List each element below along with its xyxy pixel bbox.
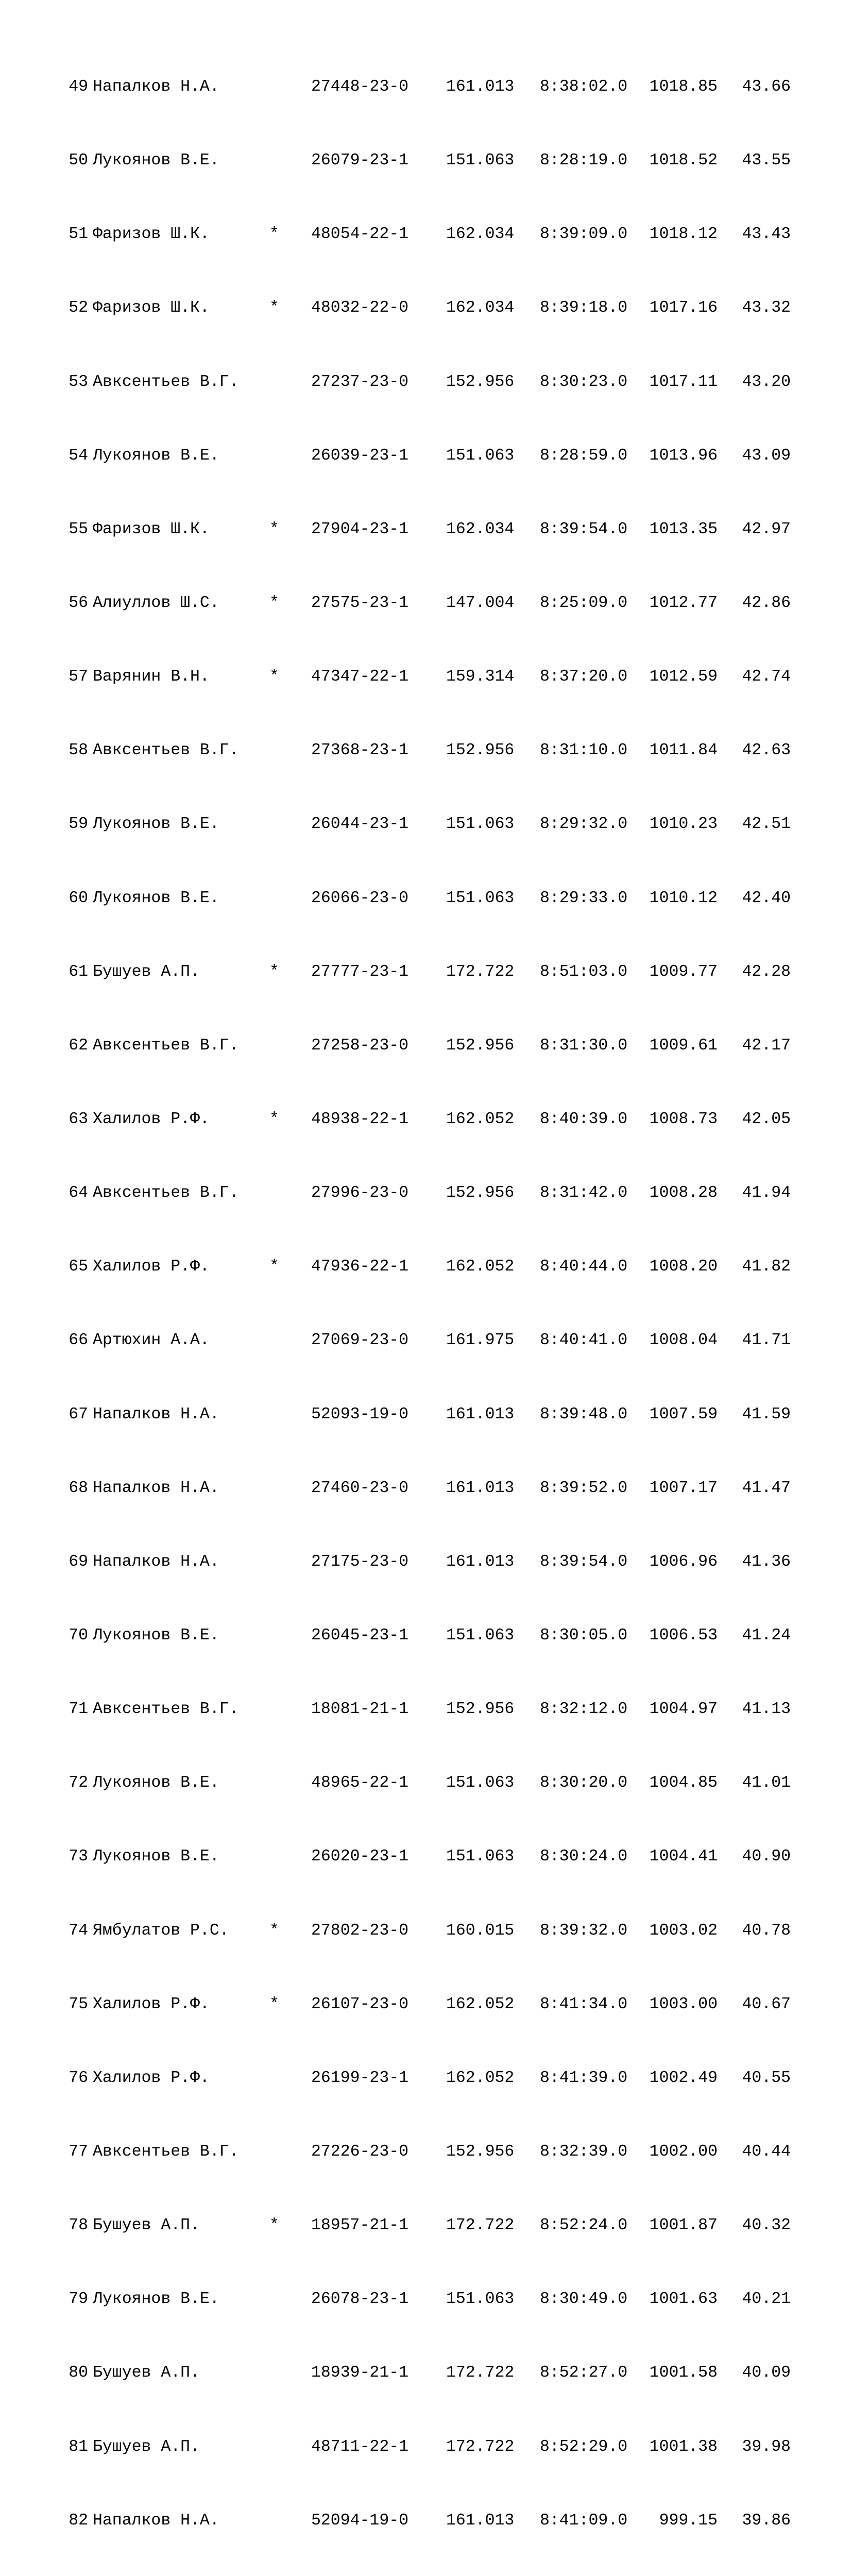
place-number: 78: [69, 2216, 88, 2235]
fancier-name: Халилов Р.Ф.: [93, 1995, 210, 2013]
fancier-name: Бушуев А.П.: [93, 962, 200, 981]
place-number: 56: [69, 594, 88, 612]
result-row: [51, 1626, 793, 1646]
result-row: [51, 1183, 793, 1203]
arrival-time: 8:38:02.0: [540, 78, 628, 96]
result-row: [51, 1479, 793, 1498]
coefficient-value: 40.21: [742, 2290, 791, 2309]
arrival-time: 8:30:23.0: [540, 372, 628, 391]
place-number: 81: [69, 2437, 88, 2456]
distance-value: 161.013: [446, 1405, 515, 1423]
speed-value: 1017.11: [649, 372, 718, 391]
arrival-time: 8:32:12.0: [540, 1700, 628, 1719]
distance-value: 151.063: [446, 889, 515, 907]
speed-value: 1008.28: [649, 1184, 718, 1202]
arrival-time: 8:30:24.0: [540, 1848, 628, 1866]
place-number: 66: [69, 1331, 88, 1350]
speed-value: 1011.84: [649, 741, 718, 760]
speed-value: 1013.35: [649, 520, 718, 538]
result-row: [51, 594, 793, 613]
ring-number: 26078-23-1: [311, 2290, 409, 2309]
result-row: [51, 2142, 793, 2162]
coefficient-value: 42.86: [742, 594, 791, 612]
arrival-time: 8:39:52.0: [540, 1479, 628, 1497]
ring-number: 27802-23-0: [311, 1921, 409, 1940]
speed-value: 1004.41: [649, 1848, 718, 1866]
fancier-name: Лукоянов В.Е.: [93, 151, 219, 170]
fancier-name: Авксентьев В.Г.: [93, 1700, 239, 1719]
distance-value: 162.034: [446, 225, 515, 244]
place-number: 73: [69, 1848, 88, 1866]
distance-value: 161.013: [446, 78, 515, 96]
fancier-name: Артюхин А.А.: [93, 1331, 210, 1350]
arrival-time: 8:51:03.0: [540, 962, 628, 981]
ring-number: 27069-23-0: [311, 1331, 409, 1350]
speed-value: 1004.97: [649, 1700, 718, 1719]
ring-number: 27904-23-1: [311, 520, 409, 538]
speed-value: 1018.52: [649, 151, 718, 170]
ring-number: 52093-19-0: [311, 1405, 409, 1423]
coefficient-value: 41.01: [742, 1774, 791, 1792]
coefficient-value: 42.97: [742, 520, 791, 538]
arrival-time: 8:39:48.0: [540, 1405, 628, 1423]
fancier-name: Авксентьев В.Г.: [93, 1036, 239, 1055]
speed-value: 1007.59: [649, 1405, 718, 1423]
distance-value: 151.063: [446, 1626, 515, 1645]
arrival-time: 8:41:09.0: [540, 2511, 628, 2530]
speed-value: 1003.02: [649, 1921, 718, 1940]
ring-number: 26020-23-1: [311, 1848, 409, 1866]
coefficient-value: 43.20: [742, 372, 791, 391]
fancier-name: Халилов Р.Ф.: [93, 1110, 210, 1128]
distance-value: 151.063: [446, 1774, 515, 1792]
speed-value: 1001.38: [649, 2437, 718, 2456]
place-number: 51: [69, 225, 88, 244]
arrival-time: 8:40:44.0: [540, 1258, 628, 1276]
speed-value: 1009.61: [649, 1036, 718, 1055]
ring-number: 48938-22-1: [311, 1110, 409, 1128]
speed-value: 1009.77: [649, 962, 718, 981]
place-number: 50: [69, 151, 88, 170]
arrival-time: 8:39:32.0: [540, 1921, 628, 1940]
result-row: [51, 2290, 793, 2309]
ring-number: 27237-23-0: [311, 372, 409, 391]
fancier-name: Лукоянов В.Е.: [93, 1848, 219, 1866]
distance-value: 172.722: [446, 2216, 515, 2235]
speed-value: 1010.12: [649, 889, 718, 907]
place-number: 71: [69, 1700, 88, 1719]
ring-number: 26045-23-1: [311, 1626, 409, 1645]
distance-value: 151.063: [446, 815, 515, 834]
ring-number: 48054-22-1: [311, 225, 409, 244]
place-number: 58: [69, 741, 88, 760]
coefficient-value: 40.78: [742, 1921, 791, 1940]
speed-value: 1018.12: [649, 225, 718, 244]
coefficient-value: 41.13: [742, 1700, 791, 1719]
arrival-time: 8:30:49.0: [540, 2290, 628, 2309]
distance-value: 162.052: [446, 2069, 515, 2087]
result-row: [51, 446, 793, 466]
ring-number: 26066-23-0: [311, 889, 409, 907]
fancier-name: Авксентьев В.Г.: [93, 372, 239, 391]
place-number: 64: [69, 1184, 88, 1202]
speed-value: 1006.53: [649, 1626, 718, 1645]
result-row: [51, 520, 793, 539]
place-number: 49: [69, 78, 88, 96]
result-row: [51, 1847, 793, 1867]
distance-value: 162.052: [446, 1995, 515, 2013]
speed-value: 1008.73: [649, 1110, 718, 1128]
place-number: 70: [69, 1626, 88, 1645]
arrival-time: 8:25:09.0: [540, 594, 628, 612]
arrival-time: 8:52:24.0: [540, 2216, 628, 2235]
arrival-time: 8:39:18.0: [540, 299, 628, 317]
distance-value: 151.063: [446, 1848, 515, 1866]
distance-value: 161.013: [446, 1552, 515, 1571]
coefficient-value: 42.05: [742, 1110, 791, 1128]
distance-value: 162.052: [446, 1258, 515, 1276]
distance-value: 151.063: [446, 151, 515, 170]
result-row: [51, 2363, 793, 2383]
ring-number: 27258-23-0: [311, 1036, 409, 1055]
fancier-name: Авксентьев В.Г.: [93, 2142, 239, 2161]
speed-value: 1010.23: [649, 815, 718, 834]
speed-value: 1001.87: [649, 2216, 718, 2235]
fancier-name: Ямбулатов Р.С.: [93, 1921, 229, 1940]
result-row: [51, 667, 793, 687]
coefficient-value: 42.51: [742, 815, 791, 834]
coefficient-value: 40.55: [742, 2069, 791, 2087]
distance-value: 161.975: [446, 1331, 515, 1350]
ring-number: 27777-23-1: [311, 962, 409, 981]
coefficient-value: 43.55: [742, 151, 791, 170]
fancier-name: Лукоянов В.Е.: [93, 1626, 219, 1645]
coefficient-value: 40.67: [742, 1995, 791, 2013]
arrival-time: 8:39:54.0: [540, 520, 628, 538]
ring-number: 27996-23-0: [311, 1184, 409, 1202]
fancier-name: Авксентьев В.Г.: [93, 1184, 239, 1202]
ring-number: 26079-23-1: [311, 151, 409, 170]
arrival-time: 8:30:20.0: [540, 1774, 628, 1792]
fancier-name: Бушуев А.П.: [93, 2216, 200, 2235]
place-number: 80: [69, 2364, 88, 2382]
fancier-name: Напалков Н.А.: [93, 1479, 219, 1497]
speed-value: 1003.00: [649, 1995, 718, 2013]
fancier-name: Лукоянов В.Е.: [93, 1774, 219, 1792]
ring-number: 47347-22-1: [311, 668, 409, 686]
ring-number: 26044-23-1: [311, 815, 409, 834]
result-row: [51, 1552, 793, 1572]
result-row: [51, 2511, 793, 2531]
star-mark: *: [269, 225, 279, 244]
speed-value: 1018.85: [649, 78, 718, 96]
fancier-name: Лукоянов В.Е.: [93, 2290, 219, 2309]
result-row: [51, 225, 793, 244]
arrival-time: 8:28:59.0: [540, 446, 628, 465]
star-mark: *: [269, 1258, 279, 1276]
distance-value: 161.013: [446, 2511, 515, 2530]
fancier-name: Напалков Н.А.: [93, 1405, 219, 1423]
arrival-time: 8:29:32.0: [540, 815, 628, 834]
distance-value: 152.956: [446, 741, 515, 760]
place-number: 62: [69, 1036, 88, 1055]
coefficient-value: 41.24: [742, 1626, 791, 1645]
distance-value: 152.956: [446, 1700, 515, 1719]
coefficient-value: 43.09: [742, 446, 791, 465]
coefficient-value: 39.86: [742, 2511, 791, 2530]
result-row: [51, 1257, 793, 1277]
result-row: [51, 1331, 793, 1350]
place-number: 74: [69, 1921, 88, 1940]
place-number: 59: [69, 815, 88, 834]
fancier-name: Алиуллов Ш.С.: [93, 594, 219, 612]
place-number: 82: [69, 2511, 88, 2530]
speed-value: 999.15: [659, 2511, 718, 2530]
place-number: 52: [69, 299, 88, 317]
fancier-name: Фаризов Ш.К.: [93, 299, 210, 317]
coefficient-value: 41.36: [742, 1552, 791, 1571]
place-number: 55: [69, 520, 88, 538]
speed-value: 1002.00: [649, 2142, 718, 2161]
arrival-time: 8:39:54.0: [540, 1552, 628, 1571]
fancier-name: Халилов Р.Ф.: [93, 2069, 210, 2087]
fancier-name: Варянин В.Н.: [93, 668, 210, 686]
speed-value: 1012.59: [649, 668, 718, 686]
result-row: [51, 1995, 793, 2014]
distance-value: 161.013: [446, 1479, 515, 1497]
distance-value: 162.034: [446, 299, 515, 317]
fancier-name: Лукоянов В.Е.: [93, 446, 219, 465]
ring-number: 26199-23-1: [311, 2069, 409, 2087]
place-number: 75: [69, 1995, 88, 2013]
place-number: 79: [69, 2290, 88, 2309]
coefficient-value: 42.28: [742, 962, 791, 981]
place-number: 57: [69, 668, 88, 686]
distance-value: 162.034: [446, 520, 515, 538]
arrival-time: 8:29:33.0: [540, 889, 628, 907]
fancier-name: Напалков Н.А.: [93, 2511, 219, 2530]
star-mark: *: [269, 520, 279, 538]
result-row: [51, 77, 793, 97]
distance-value: 160.015: [446, 1921, 515, 1940]
star-mark: *: [269, 1110, 279, 1128]
place-number: 68: [69, 1479, 88, 1497]
fancier-name: Лукоянов В.Е.: [93, 815, 219, 834]
star-mark: *: [269, 1921, 279, 1940]
arrival-time: 8:30:05.0: [540, 1626, 628, 1645]
coefficient-value: 39.98: [742, 2437, 791, 2456]
result-row: [51, 298, 793, 318]
place-number: 54: [69, 446, 88, 465]
arrival-time: 8:52:27.0: [540, 2364, 628, 2382]
star-mark: *: [269, 299, 279, 317]
star-mark: *: [269, 962, 279, 981]
speed-value: 1006.96: [649, 1552, 718, 1571]
arrival-time: 8:41:34.0: [540, 1995, 628, 2013]
ring-number: 27226-23-0: [311, 2142, 409, 2161]
speed-value: 1008.04: [649, 1331, 718, 1350]
distance-value: 172.722: [446, 2364, 515, 2382]
distance-value: 151.063: [446, 2290, 515, 2309]
place-number: 76: [69, 2069, 88, 2087]
result-row: [51, 889, 793, 908]
arrival-time: 8:40:41.0: [540, 1331, 628, 1350]
speed-value: 1008.20: [649, 1258, 718, 1276]
results-table: [51, 41, 793, 2576]
distance-value: 172.722: [446, 2437, 515, 2456]
ring-number: 48032-22-0: [311, 299, 409, 317]
place-number: 65: [69, 1258, 88, 1276]
distance-value: 162.052: [446, 1110, 515, 1128]
arrival-time: 8:40:39.0: [540, 1110, 628, 1128]
arrival-time: 8:52:29.0: [540, 2437, 628, 2456]
star-mark: *: [269, 1995, 279, 2013]
ring-number: 27460-23-0: [311, 1479, 409, 1497]
fancier-name: Фаризов Ш.К.: [93, 520, 210, 538]
place-number: 67: [69, 1405, 88, 1423]
ring-number: 27175-23-0: [311, 1552, 409, 1571]
star-mark: *: [269, 2216, 279, 2235]
result-row: [51, 2069, 793, 2088]
fancier-name: Бушуев А.П.: [93, 2364, 200, 2382]
coefficient-value: 40.32: [742, 2216, 791, 2235]
speed-value: 1001.63: [649, 2290, 718, 2309]
fancier-name: Напалков Н.А.: [93, 1552, 219, 1571]
place-number: 72: [69, 1774, 88, 1792]
fancier-name: Напалков Н.А.: [93, 78, 219, 96]
coefficient-value: 41.59: [742, 1405, 791, 1423]
speed-value: 1017.16: [649, 299, 718, 317]
place-number: 61: [69, 962, 88, 981]
arrival-time: 8:39:09.0: [540, 225, 628, 244]
place-number: 77: [69, 2142, 88, 2161]
coefficient-value: 42.74: [742, 668, 791, 686]
arrival-time: 8:31:42.0: [540, 1184, 628, 1202]
arrival-time: 8:37:20.0: [540, 668, 628, 686]
speed-value: 1001.58: [649, 2364, 718, 2382]
result-row: [51, 2437, 793, 2457]
ring-number: 48711-22-1: [311, 2437, 409, 2456]
ring-number: 27448-23-0: [311, 78, 409, 96]
ring-number: 48965-22-1: [311, 1774, 409, 1792]
fancier-name: Бушуев А.П.: [93, 2437, 200, 2456]
distance-value: 172.722: [446, 962, 515, 981]
result-row: [51, 962, 793, 982]
result-row: [51, 741, 793, 760]
fancier-name: Фаризов Ш.К.: [93, 225, 210, 244]
result-row: [51, 372, 793, 392]
place-number: 63: [69, 1110, 88, 1128]
speed-value: 1013.96: [649, 446, 718, 465]
place-number: 69: [69, 1552, 88, 1571]
coefficient-value: 40.90: [742, 1848, 791, 1866]
coefficient-value: 43.43: [742, 225, 791, 244]
distance-value: 152.956: [446, 2142, 515, 2161]
coefficient-value: 42.40: [742, 889, 791, 907]
result-row: [51, 1700, 793, 1719]
ring-number: 18957-21-1: [311, 2216, 409, 2235]
arrival-time: 8:32:39.0: [540, 2142, 628, 2161]
arrival-time: 8:31:30.0: [540, 1036, 628, 1055]
fancier-name: Халилов Р.Ф.: [93, 1258, 210, 1276]
distance-value: 152.956: [446, 372, 515, 391]
result-row: [51, 151, 793, 171]
result-row: [51, 1921, 793, 1941]
result-row: [51, 2216, 793, 2235]
distance-value: 159.314: [446, 668, 515, 686]
ring-number: 18939-21-1: [311, 2364, 409, 2382]
coefficient-value: 41.47: [742, 1479, 791, 1497]
speed-value: 1002.49: [649, 2069, 718, 2087]
result-row: [51, 815, 793, 834]
coefficient-value: 43.32: [742, 299, 791, 317]
star-mark: *: [269, 668, 279, 686]
ring-number: 26107-23-0: [311, 1995, 409, 2013]
coefficient-value: 41.94: [742, 1184, 791, 1202]
place-number: 60: [69, 889, 88, 907]
speed-value: 1007.17: [649, 1479, 718, 1497]
ring-number: 47936-22-1: [311, 1258, 409, 1276]
coefficient-value: 42.17: [742, 1036, 791, 1055]
distance-value: 152.956: [446, 1036, 515, 1055]
ring-number: 27368-23-1: [311, 741, 409, 760]
coefficient-value: 40.44: [742, 2142, 791, 2161]
coefficient-value: 41.82: [742, 1258, 791, 1276]
distance-value: 147.004: [446, 594, 515, 612]
coefficient-value: 41.71: [742, 1331, 791, 1350]
result-row: [51, 1773, 793, 1793]
fancier-name: Лукоянов В.Е.: [93, 889, 219, 907]
distance-value: 152.956: [446, 1184, 515, 1202]
ring-number: 18081-21-1: [311, 1700, 409, 1719]
arrival-time: 8:31:10.0: [540, 741, 628, 760]
ring-number: 27575-23-1: [311, 594, 409, 612]
distance-value: 151.063: [446, 446, 515, 465]
ring-number: 52094-19-0: [311, 2511, 409, 2530]
speed-value: 1004.85: [649, 1774, 718, 1792]
ring-number: 26039-23-1: [311, 446, 409, 465]
arrival-time: 8:41:39.0: [540, 2069, 628, 2087]
result-row: [51, 1405, 793, 1425]
place-number: 53: [69, 372, 88, 391]
speed-value: 1012.77: [649, 594, 718, 612]
arrival-time: 8:28:19.0: [540, 151, 628, 170]
result-row: [51, 1110, 793, 1129]
coefficient-value: 42.63: [742, 741, 791, 760]
star-mark: *: [269, 594, 279, 612]
result-row: [51, 1036, 793, 1056]
coefficient-value: 40.09: [742, 2364, 791, 2382]
fancier-name: Авксентьев В.Г.: [93, 741, 239, 760]
coefficient-value: 43.66: [742, 78, 791, 96]
